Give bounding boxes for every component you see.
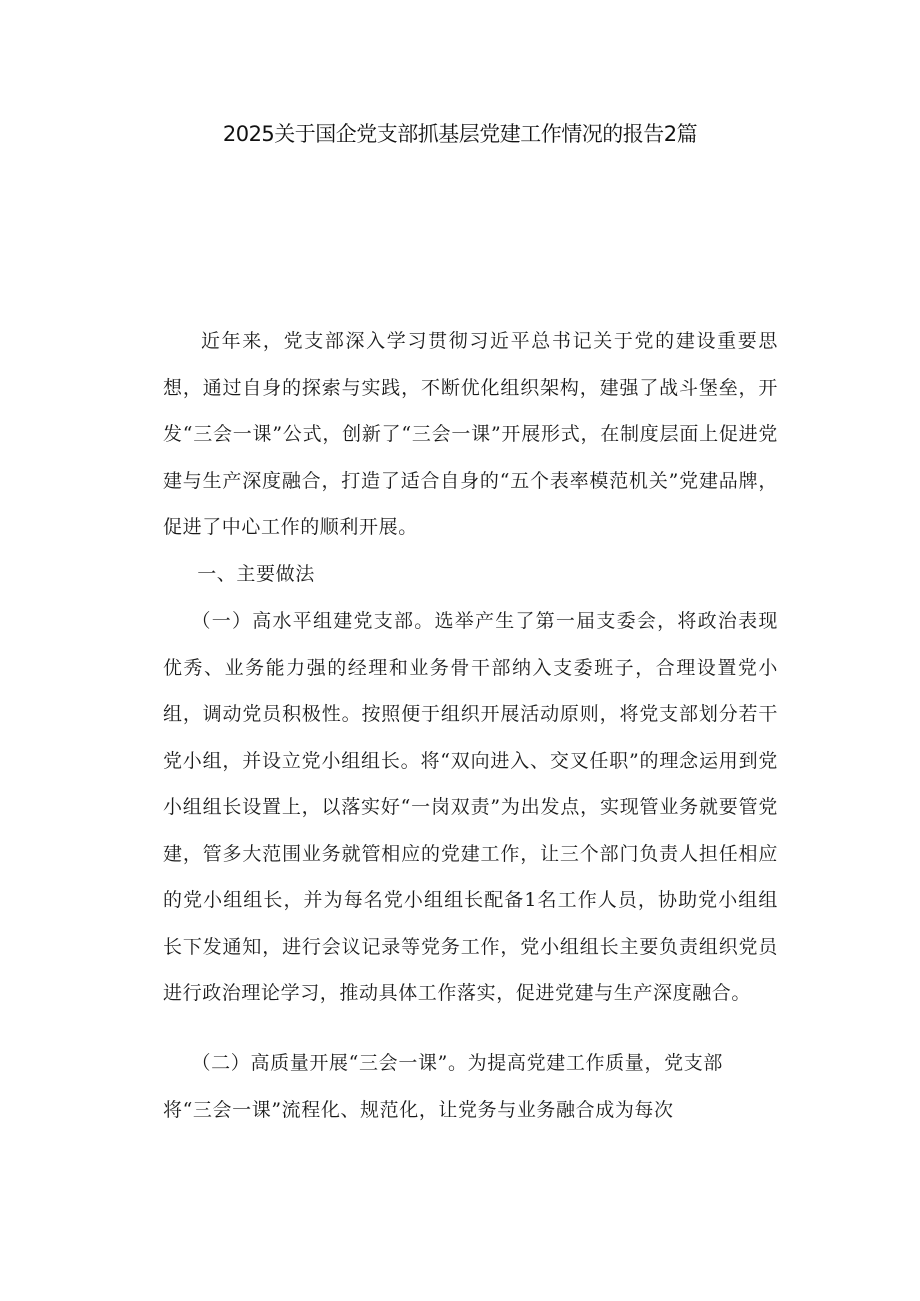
section-heading-main-practices: [163, 551, 778, 598]
document-title: 2025关于国企党支部抓基层党建工作情况的报告2篇: [222, 122, 698, 146]
section-heading-text: 一、主要做法: [197, 563, 315, 585]
subsection-2-paragraph: （二）高质量开展“三会一课”。为提高党建工作质量，党支部将“三会一课”流程化、规范化，让党务与业务融合成为每次: [163, 1052, 723, 1121]
subsection-1-paragraph: （一）高水平组建党支部。选举产生了第一届支委会，将政治表现优秀、业务能力强的经理和业务骨干部纳入支委班子，合理设置党小组，调动党员积极性。按照便于组织开展活动原则，将党支部划分若干党小组，并设立党小组组长。将“双向进入、交叉任职”的理念运用到党小组组长设置上，以落实好“一岗双责”为出发点，实现管业务就要管党建，管多大范围业务就管相应的党建工作，让三个部门负责人担任相应的党小组组长，并为每名党小组组长配备1名工作人员，协助党小组组长下发通知，进行会议记录等党务工作，党小组组长主要负责组织党员进行政治理论学习，推动具体工作落实，促进党建与生产深度融合。: [163, 610, 778, 1004]
intro-paragraph: 近年来，党支部深入学习贯彻习近平总书记关于党的建设重要思想，通过自身的探索与实践，不断优化组织架构，建强了战斗堡垒，开发“三会一课”公式，创新了“三会一课”开展形式，在制度层面上促进党建与生产深度融合，打造了适合自身的“五个表率模范机关”党建品牌，促进了中心工作的顺利开展。: [163, 330, 778, 538]
